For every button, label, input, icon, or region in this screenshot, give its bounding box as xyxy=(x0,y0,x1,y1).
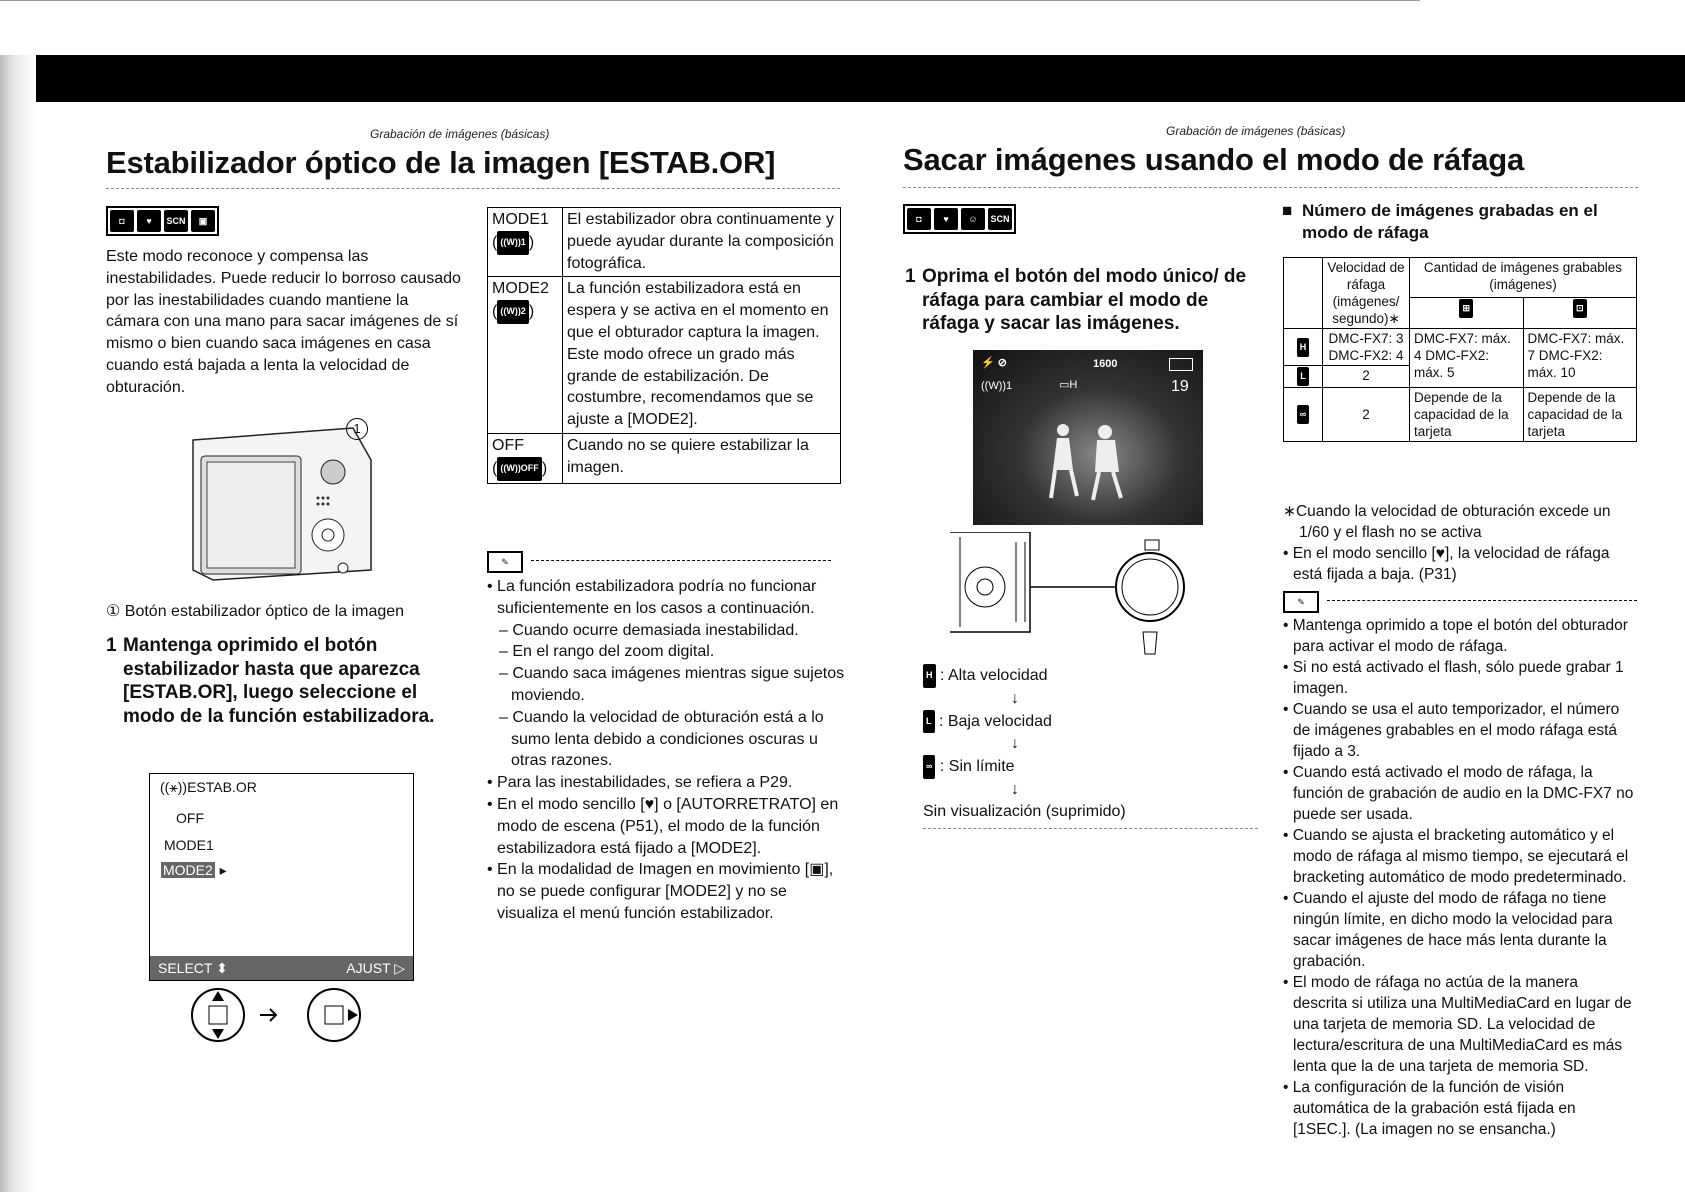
list-item: • En la modalidad de Imagen en movimiento [▣], no se puede configurar [MODE2] y no se visualiza el menú función estabilizador. xyxy=(487,861,834,922)
speed-cell: 2 xyxy=(1323,366,1410,388)
screen-iso: 1600 xyxy=(1093,358,1118,370)
camera-icon: ◘ xyxy=(110,210,134,232)
left-section-label: Grabación de imágenes (básicas) xyxy=(370,127,550,141)
mode-desc-cell: El estabilizador obra continuamente y puede ayudar durante la composición fotográfica. xyxy=(563,208,841,277)
burst-button-illustration xyxy=(950,532,1190,667)
screen-flash-icon: ⚡ ⊘ xyxy=(981,357,1007,369)
quality-fine-icon: ⊞ xyxy=(1410,298,1524,329)
scan-edge xyxy=(0,55,36,1192)
right-title-rule xyxy=(903,187,1638,188)
left-title-rule xyxy=(106,188,840,189)
list-item: – Cuando la velocidad de obturación está a lo sumo lenta debido a condiciones oscuras u otras razones. xyxy=(499,708,824,770)
table-row xyxy=(1284,329,1637,366)
header-speed: Velocidad de ráfaga (imágenes/ segundo)∗ xyxy=(1323,258,1410,329)
step-number: 1 xyxy=(106,635,117,656)
cycle-arrow: ↓ xyxy=(1011,735,1019,753)
menu-title: ((⚹))ESTAB.OR xyxy=(160,779,257,795)
left-page-title: Estabilizador óptico de la imagen [ESTAB.OR] xyxy=(106,145,776,180)
cycle-end: Sin visualización (suprimido) xyxy=(923,802,1126,820)
stabilizer-off-icon: ((W))OFF xyxy=(497,457,541,481)
quality-standard-icon: ⊡ xyxy=(1523,298,1637,329)
cycle-arrow: ↓ xyxy=(1011,689,1019,707)
burst-footnote-2 xyxy=(1283,543,1633,585)
count-cell: DMC-FX7: máx. 4 DMC-FX2: máx. 5 xyxy=(1410,329,1524,388)
burst-screen-photo xyxy=(973,350,1203,525)
cycle-item-high: H : Alta velocidad xyxy=(923,664,1126,688)
screen-stab-icon: ((W))1 xyxy=(981,380,1013,392)
callout-marker: 1 xyxy=(346,418,368,440)
note-icon: ✎ xyxy=(487,551,523,573)
row-icon: ∞ xyxy=(1284,388,1323,442)
burst-footnote: ∗Cuando la velocidad de obturación excede un 1/60 y el flash no se activa xyxy=(1283,503,1611,541)
table-row xyxy=(488,277,841,434)
header-count: Cantidad de imágenes grabables (imágenes) xyxy=(1410,258,1637,298)
step-text: Mantenga oprimido el botón estabilizador hasta que aparezca [ESTAB.OR], luego seleccione el modo de la función estabilizadora. xyxy=(123,635,435,727)
list-item: • La función estabilizadora podría no funcionar suficientemente en los casos a continuación. xyxy=(487,578,817,617)
table-corner xyxy=(1284,258,1323,329)
camera-top-illustration xyxy=(183,420,378,585)
left-step-1 xyxy=(106,634,456,728)
list-item: – Cuando ocurre demasiada inestabilidad. xyxy=(499,621,799,639)
left-intro: Este modo reconoce y compensa las inestabilidades. Puede reducir lo borroso causado por las inestabilidades cuando mantiene la cámara con una mano para sacar imágenes de sí mismo o bien cuando saca imágenes en casa cuando está bajada a lenta la velocidad de obturación. xyxy=(106,248,461,396)
cycle-arrow: ↓ xyxy=(1011,780,1019,798)
list-item: • Cuando se usa el auto temporizador, el número de imágenes grabables en el modo ráfaga está fijado a 3. xyxy=(1283,701,1620,760)
left-notes-header xyxy=(487,551,831,573)
burst-count-table xyxy=(1283,257,1637,442)
list-item: • Cuando se ajusta el bracketing automático y el modo de ráfaga al mismo tiempo, se ejecutará el bracketing automático de modo predeterminado. xyxy=(1283,827,1629,886)
step-number: 1 xyxy=(905,266,916,287)
mode-name-cell: OFF ( ((W))OFF ) xyxy=(488,433,563,483)
screen-count: 19 xyxy=(1171,378,1189,395)
right-notes-header xyxy=(1283,591,1637,613)
estab-menu-screen xyxy=(149,773,414,981)
scene-icon: SCN xyxy=(164,210,188,232)
speed-cell: 2 xyxy=(1323,388,1410,442)
table-row xyxy=(488,208,841,277)
right-page-title: Sacar imágenes usando el modo de ráfaga xyxy=(903,142,1525,177)
menu-item-mode1[interactable]: MODE1 xyxy=(164,837,214,853)
step-text: Oprima el botón del modo único/ de ráfaga para cambiar el modo de ráfaga y sacar las imágenes. xyxy=(922,266,1247,334)
movie-icon: ▣ xyxy=(191,210,215,232)
battery-icon xyxy=(1169,358,1193,371)
top-rule xyxy=(0,0,1420,1)
row-icon: H xyxy=(1284,329,1323,366)
burst-low-icon: L xyxy=(923,710,935,734)
camera-icon: ◘ xyxy=(907,208,931,230)
cycle-rule xyxy=(923,828,1258,829)
stabilizer-mode2-icon: ((W))2 xyxy=(497,300,529,324)
list-item: – Cuando saca imágenes mientras sigue sujetos moviendo. xyxy=(499,665,845,704)
select-hint: SELECT ⬍ xyxy=(158,959,228,976)
button-caption: ① Botón estabilizador óptico de la imagen xyxy=(106,603,405,620)
face-icon: ☺ xyxy=(961,208,985,230)
right-mode-icons xyxy=(903,204,1016,234)
left-mode-icons xyxy=(106,206,219,236)
menu-item-mode2[interactable]: MODE2 ▸ xyxy=(160,862,227,879)
burst-table-heading: ■ Número de imágenes grabadas en el modo de ráfaga xyxy=(1282,201,1598,242)
row-icon: L xyxy=(1284,366,1323,388)
count-cell: Depende de la capacidad de la tarjeta xyxy=(1410,388,1524,442)
mode-desc-cell: La función estabilizadora está en espera y se activa en el momento en que el obturador captura la imagen. Este modo ofrece un grado más grande de estabilización. De costumbre, recomendamos que se ajuste a [MODE2]. xyxy=(563,277,841,434)
list-item: • Cuando está activado el modo de ráfaga, la función de grabación de audio en la DMC-FX7 no puede ser usada. xyxy=(1283,764,1634,823)
nav-buttons xyxy=(190,987,370,1048)
note-icon: ✎ xyxy=(1283,591,1319,613)
mode-desc-cell: Cuando no se quiere estabilizar la imagen. xyxy=(563,433,841,483)
scene-icon: SCN xyxy=(988,208,1012,230)
speed-cell: DMC-FX7: 3 DMC-FX2: 4 xyxy=(1323,329,1410,366)
burst-high-icon: H xyxy=(923,664,936,688)
burst-cycle xyxy=(923,664,1126,823)
count-cell: DMC-FX7: máx. 7 DMC-FX2: máx. 10 xyxy=(1523,329,1637,388)
left-notes xyxy=(487,576,847,925)
table-row xyxy=(1284,258,1637,298)
right-notes xyxy=(1283,615,1635,1140)
list-item: • Si no está activado el flash, sólo puede grabar 1 imagen. xyxy=(1283,659,1624,697)
list-item: • Cuando el ajuste del modo de ráfaga no tiene ningún límite, en dicho modo la velocidad para sacar imágenes de hace más lenta durante la grabación. xyxy=(1283,890,1613,970)
list-item: – En el rango del zoom digital. xyxy=(499,643,715,661)
simple-mode-icon: ♥ xyxy=(137,210,161,232)
list-item: • La configuración de la función de visión automática de la grabación está fijada en [1SEC.]. (La imagen no se ensancha.) xyxy=(1283,1079,1576,1138)
table-row xyxy=(1284,388,1637,442)
list-item: • Mantenga oprimido a tope el botón del obturador para activar el modo de ráfaga. xyxy=(1283,617,1628,655)
ajust-hint: AJUST ▷ xyxy=(346,959,405,976)
mode-name-cell: MODE2 ( ((W))2 ) xyxy=(488,277,563,434)
stabilizer-mode-table xyxy=(487,207,841,484)
menu-item-off[interactable]: OFF xyxy=(176,810,204,826)
mode-name-cell: MODE1 ( ((W))1 ) xyxy=(488,208,563,277)
right-section-label: Grabación de imágenes (básicas) xyxy=(1166,124,1346,138)
right-step-1 xyxy=(905,265,1255,336)
count-cell: Depende de la capacidad de la tarjeta xyxy=(1523,388,1637,442)
header-band xyxy=(0,55,1685,102)
list-item: • El modo de ráfaga no actúa de la manera descrita si utiliza una MultiMediaCard en lugar de una tarjeta de memoria SD. La velocidad de lectura/escritura de una MultiMediaCard es más lenta que la de una tarjeta de memoria SD. xyxy=(1283,974,1632,1075)
list-item: • Para las inestabilidades, se refiera a P29. xyxy=(487,774,793,792)
simple-mode-icon: ♥ xyxy=(934,208,958,230)
list-item: • En el modo sencillo [♥], la velocidad de ráfaga está fijada a baja. (P31) xyxy=(1283,545,1610,583)
screen-burst-icon: ▭H xyxy=(1059,379,1078,391)
cycle-item-unlimited: ∞ : Sin límite xyxy=(923,755,1126,779)
cycle-item-low: L : Baja velocidad xyxy=(923,710,1126,734)
stabilizer-mode1-icon: ((W))1 xyxy=(497,231,529,255)
list-item: • En el modo sencillo [♥] o [AUTORRETRATO] en modo de escena (P51), el modo de la función estabilizadora está fijado a [MODE2]. xyxy=(487,795,839,857)
table-row xyxy=(488,433,841,483)
kids-figures xyxy=(1033,410,1143,510)
burst-unlimited-icon: ∞ xyxy=(923,755,935,779)
menu-bottom-bar xyxy=(150,956,413,980)
